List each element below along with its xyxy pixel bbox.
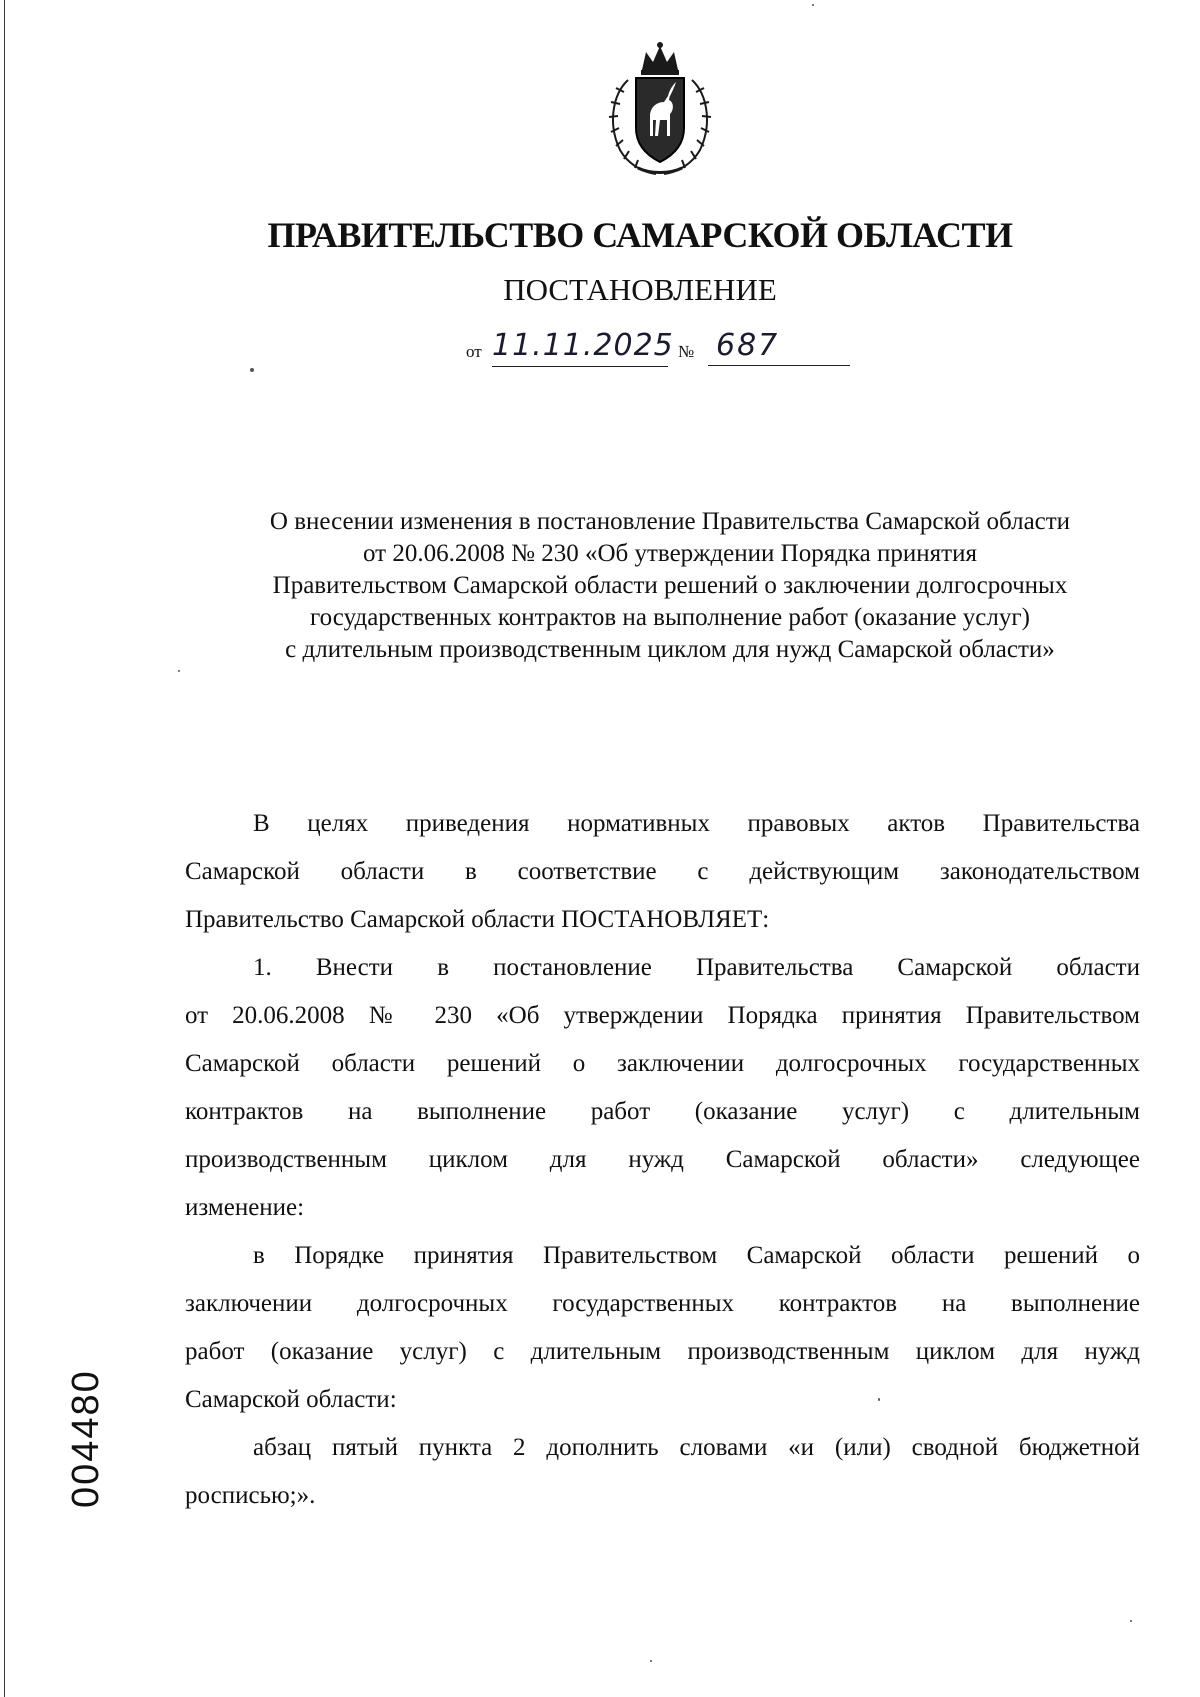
number-label: № — [678, 342, 695, 361]
subject-line: с длительным производственным циклом для нужд Самарской области» — [285, 636, 1055, 663]
body-line: 1. Внести в постановление Правительства Самарской области — [253, 954, 1140, 981]
body-line: росписью;». — [185, 1482, 316, 1509]
body-line: изменение: — [185, 1194, 305, 1221]
body-line: абзац пятый пункта 2 дополнить словами «и (или) сводной бюджетной — [253, 1434, 1140, 1461]
document-type: ПОСТАНОВЛЕНИЕ — [503, 272, 777, 307]
body-line: В целях приведения нормативных правовых актов Правительства — [253, 810, 1140, 837]
date-field: 11.11.2025 — [492, 326, 668, 367]
body-line: заключении долгосрочных государственных контрактов на выполнение — [185, 1290, 1140, 1317]
samara-coat-of-arms-icon — [598, 40, 722, 180]
body-line: работ (оказание услуг) с длительным производственным циклом для нужд — [185, 1338, 1140, 1365]
scan-speck — [878, 1398, 880, 1401]
scan-speck — [250, 368, 254, 372]
body-line: Самарской области в соответствие с действующим законодательством — [185, 858, 1140, 885]
subject-line: Правительством Самарской области решений о заключении долгосрочных — [272, 572, 1068, 599]
subject-line: от 20.06.2008 № 230 «Об утверждении Порядка принятия — [363, 540, 977, 567]
date-label: от — [466, 342, 482, 361]
body-line: контрактов на выполнение работ (оказание услуг) с длительным — [185, 1098, 1140, 1125]
body-line: Самарской области решений о заключении долгосрочных государственных — [185, 1050, 1140, 1077]
date-number-line — [466, 326, 886, 374]
body-line: Самарской области: — [185, 1386, 397, 1413]
government-title: ПРАВИТЕЛЬСТВО САМАРСКОЙ ОБЛАСТИ — [267, 215, 1013, 255]
body-line: производственным циклом для нужд Самарской области» следующее — [185, 1146, 1140, 1173]
subject-line: государственных контрактов на выполнение работ (оказание услуг) — [310, 604, 1030, 631]
scan-speck — [812, 4, 814, 6]
document-body — [185, 800, 1140, 1520]
scan-speck — [178, 670, 180, 672]
body-line: от 20.06.2008 № 230 «Об утверждении Порядка принятия Правительством — [185, 1002, 1140, 1029]
scan-edge-line — [4, 0, 5, 1697]
registration-stamp-number: 004480 — [65, 1369, 107, 1508]
scan-speck — [1130, 1620, 1132, 1622]
number-field: 687 — [708, 326, 850, 366]
subject-line: О внесении изменения в постановление Правительства Самарской области — [269, 508, 1071, 535]
body-line: в Порядке принятия Правительством Самарской области решений о — [253, 1242, 1140, 1269]
scan-speck — [650, 1660, 652, 1662]
document-subject — [190, 506, 1150, 666]
body-line: Правительство Самарской области ПОСТАНОВЛЯЕТ: — [185, 906, 770, 933]
